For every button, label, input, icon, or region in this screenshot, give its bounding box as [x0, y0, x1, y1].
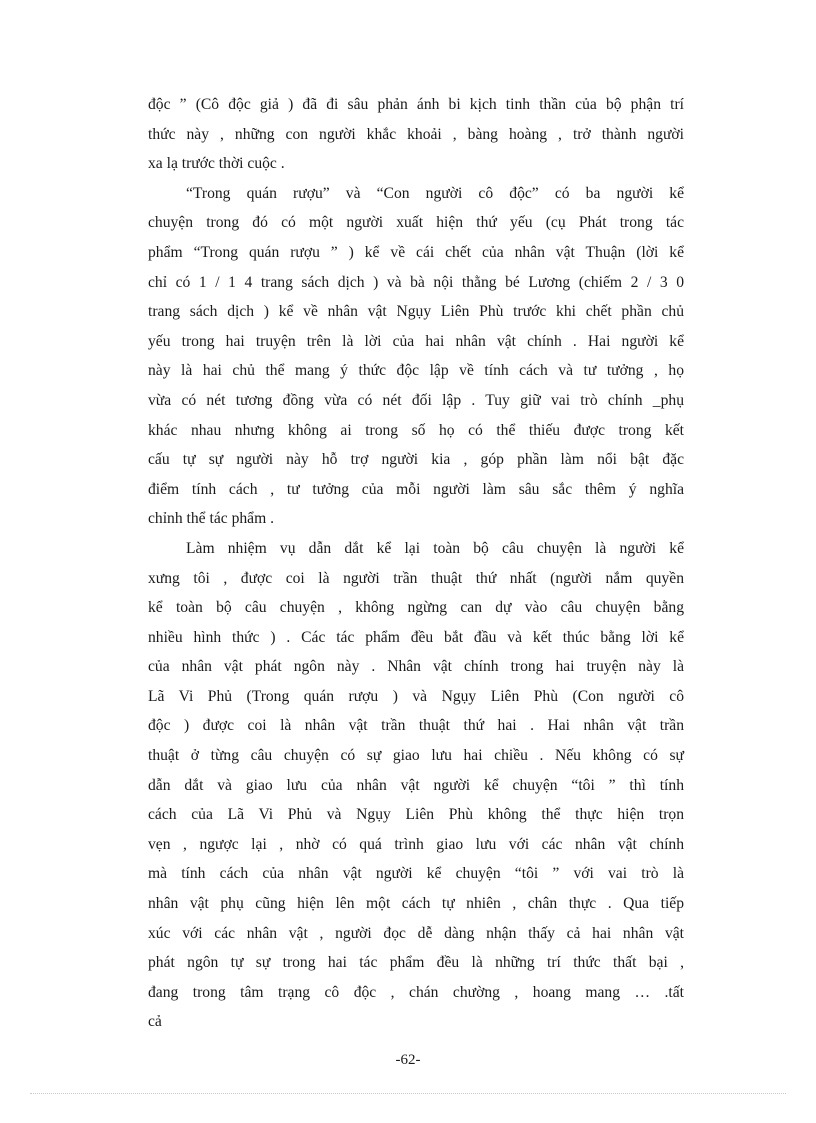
- text-line: cách của Lã Vi Phủ và Ngụy Liên Phù không thể thực hiện trọn: [148, 806, 684, 824]
- text-line: vẹn , ngược lại , nhờ có quá trình giao lưu với các nhân vật chính: [148, 835, 684, 853]
- text-line: “Trong quán rượu” và “Con người cô độc” có ba người kể: [186, 184, 684, 202]
- page-number: -62-: [395, 1052, 421, 1068]
- text-line: thuật ở từng câu chuyện có sự giao lưu hai chiều . Nếu không có sự: [148, 747, 684, 765]
- text-line: cấu tự sự người này hỗ trợ người kia , góp phần làm nổi bật đặc: [148, 451, 684, 469]
- text-line: kể toàn bộ câu chuyện , không ngừng can dự vào câu chuyện bằng: [148, 599, 684, 617]
- text-line: dẫn dắt và giao lưu của nhân vật người kể chuyện “tôi ” thì tính: [148, 776, 684, 794]
- text-line: Làm nhiệm vụ dẫn dắt kể lại toàn bộ câu chuyện là người kể: [186, 539, 684, 557]
- text-line: độc ” (Cô độc giả ) đã đi sâu phản ánh bi kịch tinh thần của bộ phận trí: [148, 96, 684, 113]
- text-line: độc ) được coi là nhân vật trần thuật thứ hai . Hai nhân vật trần: [148, 717, 684, 735]
- text-line: vừa có nét tương đồng vừa có nét đối lập . Tuy giữ vai trò chính _phụ: [148, 391, 684, 409]
- text-line: nhiều hình thức ) . Các tác phẩm đều bắt đầu và kết thúc bằng lời kể: [148, 628, 684, 646]
- text-line: đang trong tâm trạng cô độc , chán chường , hoang mang … .tất: [148, 983, 684, 1001]
- text-line: mà tính cách của nhân vật người kể chuyện “tôi ” với vai trò là: [148, 865, 684, 883]
- text-line: Lã Vi Phủ (Trong quán rượu ) và Ngụy Liên Phù (Con người cô: [148, 687, 684, 705]
- text-line: thức này , những con người khắc khoải , bàng hoàng , trở thành người: [148, 125, 684, 143]
- text-line: này là hai chủ thể mang ý thức độc lập về tính cách và tư tưởng , họ: [148, 362, 684, 380]
- text-line: cả: [148, 1013, 162, 1031]
- page-footer-rule: [30, 1093, 786, 1094]
- text-line: điểm tính cách , tư tưởng của mỗi người làm sâu sắc thêm ý nghĩa: [148, 480, 684, 498]
- text-line: chỉ có 1 / 1 4 trang sách dịch ) và bà nội thằng bé Lương (chiếm 2 / 3 0: [148, 273, 684, 291]
- text-line: xa lạ trước thời cuộc .: [148, 155, 285, 173]
- text-line: yếu trong hai truyện trên là lời của hai nhân vật chính . Hai người kể: [148, 332, 684, 350]
- body-text: [148, 90, 684, 1037]
- text-line: phẩm “Trong quán rượu ” ) kể về cái chết của nhân vật Thuận (lời kể: [148, 243, 684, 261]
- text-line: xưng tôi , được coi là người trần thuật thứ nhất (người nắm quyền: [148, 569, 684, 587]
- text-line: phát ngôn tự sự trong hai tác phẩm đều là những trí thức thất bại ,: [148, 954, 684, 972]
- text-line: nhân vật phụ cũng hiện lên một cách tự nhiên , chân thực . Qua tiếp: [148, 895, 684, 913]
- text-line: khác nhau nhưng không ai trong số họ có thể thiếu được trong kết: [148, 421, 684, 439]
- text-line: chỉnh thể tác phẩm .: [148, 510, 275, 528]
- text-line: của nhân vật phát ngôn này . Nhân vật chính trong hai truyện này là: [148, 658, 684, 676]
- text-line: xúc với các nhân vật , người đọc dễ dàng nhận thấy cả hai nhân vật: [148, 924, 684, 942]
- text-line: chuyện trong đó có một người xuất hiện thứ yếu (cụ Phát trong tác: [148, 214, 684, 232]
- text-line: trang sách dịch ) kể về nhân vật Ngụy Liên Phù trước khi chết phần chủ: [148, 303, 684, 321]
